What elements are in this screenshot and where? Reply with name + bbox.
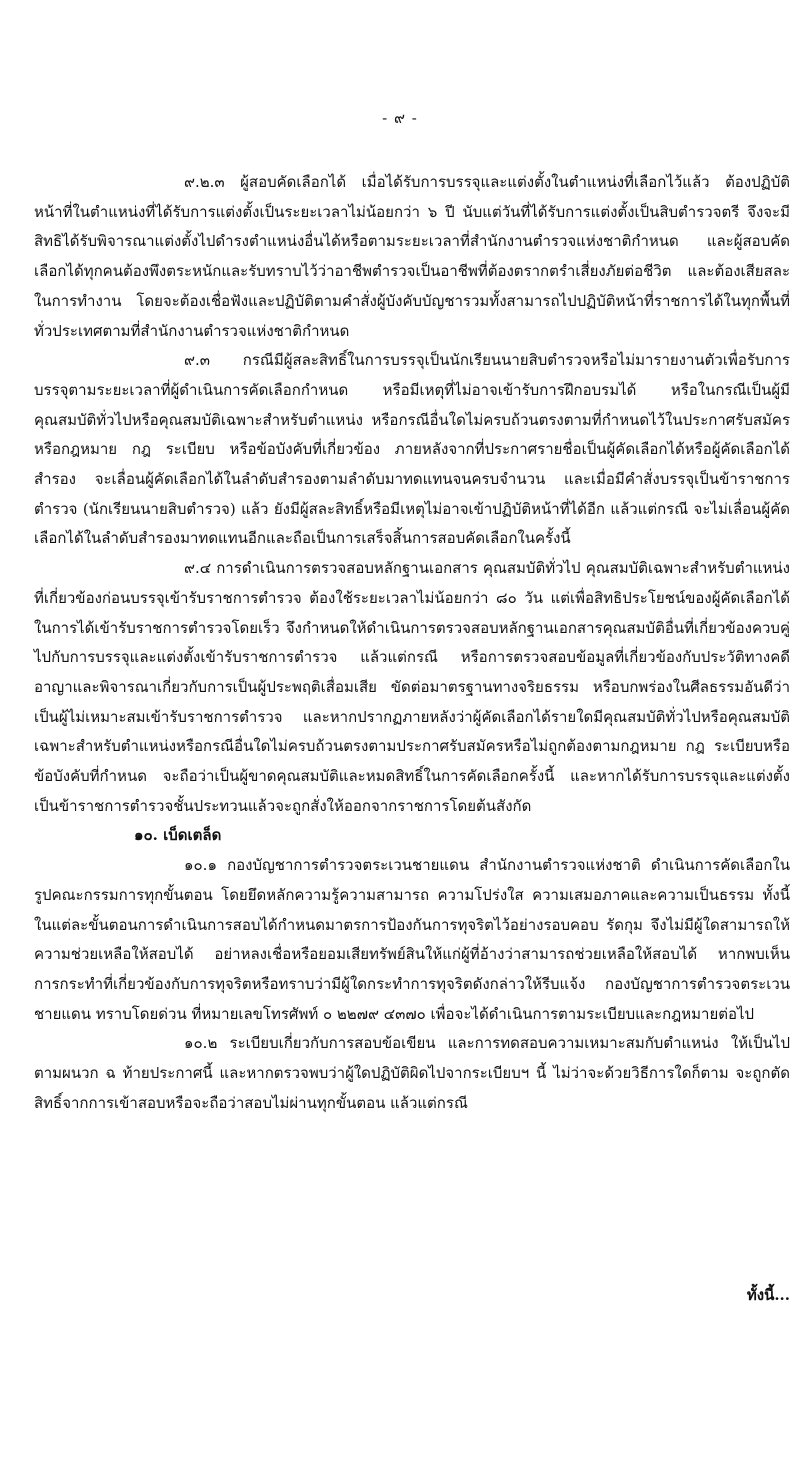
section-9-3: ๙.๓ กรณีมีผู้สละสิทธิ์ในการบรรจุเป็นนักเรียนนายสิบตำรวจหรือไม่มารายงานตัวเพื่อรับการบรรจุตามระยะเวลาที่ผู้ดำเนินการคัดเลือกกำหนด หรือมีเหตุที่ไม่อาจเข้ารับการฝึกอบรมได้ หรือในกรณีเป็นผู้มีคุณสมบัติทั่วไปหรือคุณสมบัติเฉพาะสำหรับตำแหน่ง หรือกรณีอื่นใดไม่ครบถ้วนตรงตามที่กำหนดไว้ในประกาศรับสมัคร หรือกฎหมาย กฎ ระเบียบ หรือข้อบังคับที่เกี่ยวข้อง ภายหลังจากที่ประกาศรายชื่อเป็นผู้คัดเลือกได้หรือผู้คัดเลือกได้สำรอง จะเลื่อนผู้คัดเลือกได้ในลำดับสำรองตามลำดับมาทดแทนจนครบจำนวน และเมื่อมีคำสั่งบรรจุเป็นข้าราชการตำรวจ (นักเรียนนายสิบตำรวจ) แล้ว ยังมีผู้สละสิทธิ์หรือมีเหตุไม่อาจเข้าปฏิบัติหน้าที่ได้อีก แล้วแต่กรณี จะไม่เลื่อนผู้คัดเลือกได้ในลำดับสำรองมาทดแทนอีกและถือเป็นการเสร็จสิ้นการสอบคัดเลือกในครั้งนี้ xyxy=(34,351,790,548)
continued-marker: ทั้งนี้... xyxy=(746,1286,790,1304)
page-number: - ๙ - xyxy=(382,109,418,127)
document-body xyxy=(34,168,790,1119)
section-9-2-3: ๙.๒.๓ ผู้สอบคัดเลือกได้ เมื่อได้รับการบรรจุและแต่งตั้งในตำแหน่งที่เลือกไว้แล้ว ต้องปฏิบัติหน้าที่ในตำแหน่งที่ได้รับการแต่งตั้งเป็นระยะเวลาไม่น้อยกว่า ๖ ปี นับแต่วันที่ได้รับการแต่งตั้งเป็นสิบตำรวจตรี จึงจะมีสิทธิได้รับพิจารณาแต่งตั้งไปดำรงตำแหน่งอื่นได้หรือตามระยะเวลาที่สำนักงานตำรวจแห่งชาติกำหนด และผู้สอบคัดเลือกได้ทุกคนต้องพึงตระหนักและรับทราบไว้ว่าอาชีพตำรวจเป็นอาชีพที่ต้องตรากตรำเสี่ยงภัยต่อชีวิต และต้องเสียสละในการทำงาน โดยจะต้องเชื่อฟังและปฏิบัติตามคำสั่งผู้บังคับบัญชารวมทั้งสามารถไปปฏิบัติหน้าที่ราชการได้ในทุกพื้นที่ทั่วประเทศตามที่สำนักงานตำรวจแห่งชาติกำหนด xyxy=(34,173,790,340)
section-10-2: ๑๐.๒ ระเบียบเกี่ยวกับการสอบข้อเขียน และการทดสอบความเหมาะสมกับตำแหน่ง ให้เป็นไปตามผนวก ฉ ท้ายประกาศนี้ และหากตรวจพบว่าผู้ใดปฏิบัติผิดไปจากระเบียบฯ นี้ ไม่ว่าจะด้วยวิธีการใดก็ตาม จะถูกตัดสิทธิ์จากการเข้าสอบหรือจะถือว่าสอบไม่ผ่านทุกขั้นตอน แล้วแต่กรณี xyxy=(34,1034,790,1112)
section-10-1: ๑๐.๑ กองบัญชาการตำรวจตระเวนชายแดน สำนักงานตำรวจแห่งชาติ ดำเนินการคัดเลือกในรูปคณะกรรมการทุกขั้นตอน โดยยึดหลักความรู้ความสามารถ ความโปร่งใส ความเสมอภาคและความเป็นธรรม ทั้งนี้ ในแต่ละขั้นตอนการดำเนินการสอบได้กำหนดมาตรการป้องกันการทุจริตไว้อย่างรอบคอบ รัดกุม จึงไม่มีผู้ใดสามารถให้ความช่วยเหลือให้สอบได้ อย่าหลงเชื่อหรือยอมเสียทรัพย์สินให้แก่ผู้ที่อ้างว่าสามารถช่วยเหลือให้สอบได้ หากพบเห็นการกระทำที่เกี่ยวข้องกับการทุจริตหรือทราบว่ามีผู้ใดกระทำการทุจริตดังกล่าวให้รีบแจ้ง กองบัญชาการตำรวจตระเวนชายแดน ทราบโดยด่วน ที่หมายเลขโทรศัพท์ ๐ ๒๒๗๙ ๔๓๗๐ เพื่อจะได้ดำเนินการตามระเบียบและกฎหมายต่อไป xyxy=(34,856,790,1023)
section-10-heading: ๑๐. เบ็ดเตล็ด xyxy=(134,826,222,845)
section-9-4: ๙.๔ การดำเนินการตรวจสอบหลักฐานเอกสาร คุณสมบัติทั่วไป คุณสมบัติเฉพาะสำหรับตำแหน่งที่เกี่ยวข้องก่อนบรรจุเข้ารับราชการตำรวจ ต้องใช้ระยะเวลาไม่น้อยกว่า ๘๐ วัน แต่เพื่อสิทธิประโยชน์ของผู้คัดเลือกได้ในการได้เข้ารับราชการตำรวจโดยเร็ว จึงกำหนดให้ดำเนินการตรวจสอบหลักฐานเอกสารคุณสมบัติอื่นที่เกี่ยวข้องควบคู่ไปกับการบรรจุและแต่งตั้งเข้ารับราชการตำรวจ แล้วแต่กรณี หรือการตรวจสอบข้อมูลที่เกี่ยวข้องกับประวัติทางคดีอาญาและพิจารณาเกี่ยวกับการเป็นผู้ประพฤติเสื่อมเสีย ขัดต่อมาตรฐานทางจริยธรรม หรือบกพร่องในศีลธรรมอันดีว่าเป็นผู้ไม่เหมาะสมเข้ารับราชการตำรวจ และหากปรากฏภายหลังว่าผู้คัดเลือกได้รายใดมีคุณสมบัติทั่วไปหรือคุณสมบัติเฉพาะสำหรับตำแหน่งหรือกรณีอื่นใดไม่ครบถ้วนตรงตามประกาศรับสมัครหรือไม่ถูกต้องตามกฎหมาย กฎ ระเบียบหรือข้อบังคับที่กำหนด จะถือว่าเป็นผู้ขาดคุณสมบัติและหมดสิทธิ์ในการคัดเลือกครั้งนี้ และหากได้รับการบรรจุและแต่งตั้งเป็นข้าราชการตำรวจชั้นประทวนแล้วจะถูกสั่งให้ออกจากราชการโดยต้นสังกัด xyxy=(34,559,790,815)
